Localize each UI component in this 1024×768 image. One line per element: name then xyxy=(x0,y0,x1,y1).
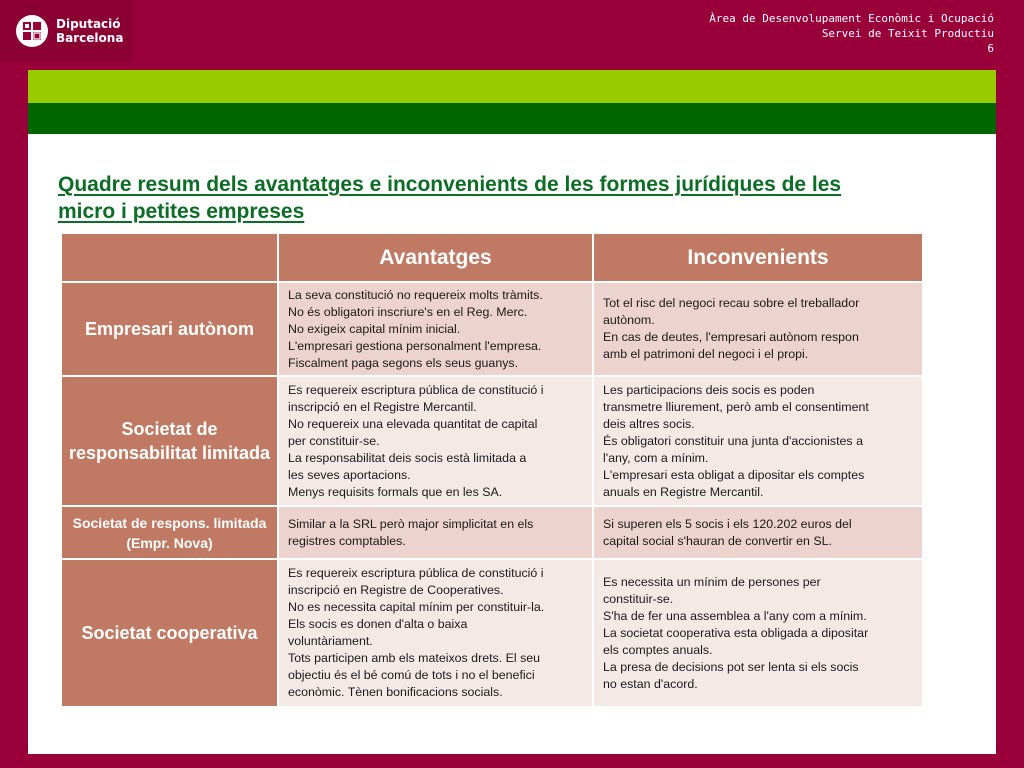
text-line: constituir-se. xyxy=(603,591,674,606)
text-line: capital social s'hauran de convertir en SL. xyxy=(603,533,832,548)
text-line: L'empresari esta obligat a dipositar els comptes xyxy=(603,467,865,482)
disadvantages-cell xyxy=(593,376,923,506)
text-line: Els socis es donen d'alta o baixa xyxy=(288,617,468,631)
org-name xyxy=(56,17,123,45)
band-dark-green xyxy=(28,103,996,134)
text-line: S'ha de fer una assemblea a l'any com a mínim. xyxy=(603,608,867,623)
org-name-line2: Barcelona xyxy=(56,31,124,45)
text-line: Similar a la SRL però major simplicitat en els xyxy=(288,516,534,531)
text-line: És obligatori constituir una junta d'accionistes a xyxy=(603,433,863,448)
text-line: per constituir-se. xyxy=(288,433,380,448)
row-header: Societat de responsabilitat limitada xyxy=(61,376,278,506)
text-line: La presa de decisions pot ser lenta si els socis xyxy=(603,659,859,674)
text-line: amb el patrimoni del negoci i el propi. xyxy=(603,347,809,361)
text-line: Tot el risc del negoci recau sobre el treballador xyxy=(603,296,860,310)
text-line: els comptes anuals. xyxy=(603,642,713,657)
table-row xyxy=(61,282,923,376)
advantages-cell xyxy=(278,559,593,707)
text-line: les seves aportacions. xyxy=(288,467,411,482)
text-line: No es necessita capital mínim per constituir-la. xyxy=(288,600,545,614)
summary-table xyxy=(60,232,924,708)
text-line: La societat cooperativa esta obligada a dipositar xyxy=(603,625,869,640)
text-line: no estan d'acord. xyxy=(603,676,698,691)
table-header-row xyxy=(61,233,923,282)
header-blank-cell xyxy=(61,233,278,282)
text-line: objectiu és el bé comú de tots i no el benefici xyxy=(288,668,535,682)
text-line: anuals en Registre Mercantil. xyxy=(603,484,764,499)
text-line: econòmic. Tènen bonificacions socials. xyxy=(288,685,503,699)
text-line: deis altres socis. xyxy=(603,416,695,431)
band-light-green xyxy=(28,70,996,103)
text-line: La seva constitució no requereix molts tràmits. xyxy=(288,287,543,302)
table-row xyxy=(61,506,923,559)
area-label: Àrea de Desenvolupament Econòmic i Ocupació xyxy=(709,12,994,25)
text-line: Es requereix escriptura pública de constitució i xyxy=(288,566,544,580)
text-line: voluntàriament. xyxy=(288,634,373,648)
text-line: No requereix una elevada quantitat de capital xyxy=(288,416,538,431)
text-line: No exigeix capital mínim inicial. xyxy=(288,321,461,336)
advantages-cell xyxy=(278,282,593,376)
disadvantages-cell xyxy=(593,506,923,559)
text-line: No és obligatori inscriure's en el Reg. Merc. xyxy=(288,304,528,319)
row-header: Societat de respons. limitada (Empr. Nova) xyxy=(61,506,278,559)
page-title: Quadre resum dels avantatges e inconvenients de les formes jurídiques de les micro i petites empreses xyxy=(58,173,842,223)
column-header-disadvantages: Inconvenients xyxy=(593,233,923,282)
text-line: inscripció en el Registre Mercantil. xyxy=(288,399,477,414)
text-line: Tots participen amb els mateixos drets. El seu xyxy=(288,651,541,665)
disadvantages-cell xyxy=(593,559,923,707)
advantages-cell xyxy=(278,376,593,506)
seal-icon xyxy=(16,15,48,47)
slide-panel xyxy=(28,70,996,754)
advantages-cell xyxy=(278,506,593,559)
column-header-advantages: Avantatges xyxy=(278,233,593,282)
text-line: Menys requisits formals que en les SA. xyxy=(288,484,503,499)
row-header: Societat cooperativa xyxy=(61,559,278,707)
table-row xyxy=(61,559,923,707)
page-number: 6 xyxy=(987,42,994,55)
text-line: Si superen els 5 socis i els 120.202 euros del xyxy=(603,516,852,531)
text-line: L'empresari gestiona personalment l'empresa. xyxy=(288,338,542,353)
text-line: inscripció en Registre de Cooperatives. xyxy=(288,583,504,597)
text-line: l'any, com a mínim. xyxy=(603,450,709,465)
row-header: Empresari autònom xyxy=(61,282,278,376)
org-name-line1: Diputació xyxy=(56,17,121,31)
table-row xyxy=(61,376,923,506)
text-line: registres comptables. xyxy=(288,533,406,548)
text-line: La responsabilitat deis socis està limitada a xyxy=(288,450,527,465)
text-line: Les participacions deis socis es poden xyxy=(603,382,815,397)
header-info xyxy=(709,11,994,56)
service-label: Servei de Teixit Productiu xyxy=(821,27,994,40)
text-line: Es necessita un mínim de persones per xyxy=(603,574,821,589)
text-line: Es requereix escriptura pública de constitució i xyxy=(288,382,544,397)
text-line: transmetre lliurement, però amb el consentiment xyxy=(603,399,869,414)
text-line: autònom. xyxy=(603,313,655,327)
text-line: En cas de deutes, l'empresari autònom respon xyxy=(603,330,859,344)
diputacio-logo xyxy=(0,0,132,62)
text-line: Fiscalment paga segons els seus guanys. xyxy=(288,355,519,370)
disadvantages-cell xyxy=(593,282,923,376)
